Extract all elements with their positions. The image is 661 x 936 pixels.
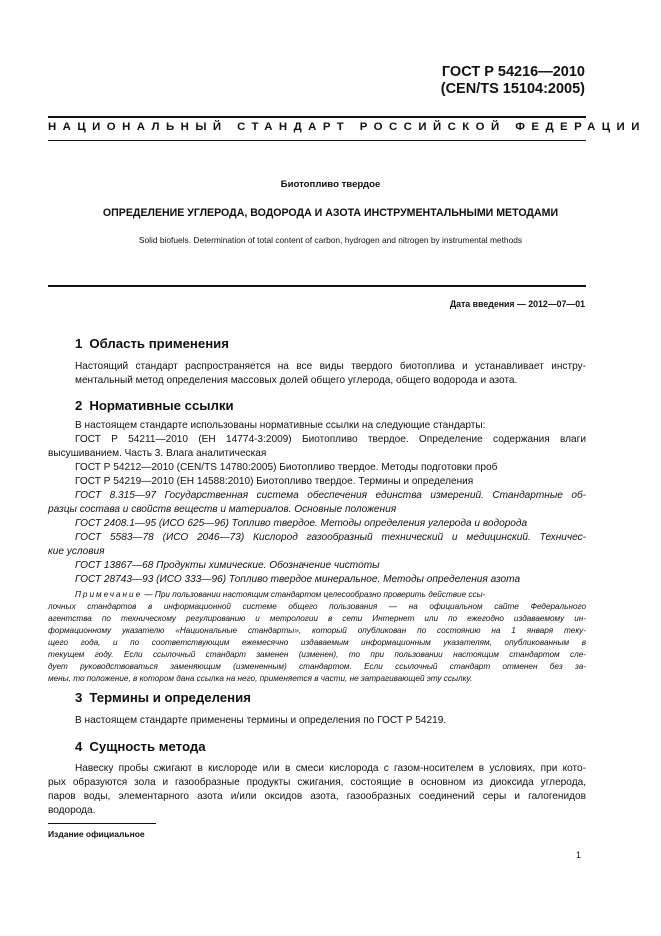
top-rule [48,116,586,118]
paragraph-line: В настоящем стандарте применены термины и определения по ГОСТ Р 54219. [75,715,447,726]
section-number: 2 [75,398,83,413]
reference-line: кие условия [48,546,105,557]
paragraph-line: В настоящем стандарте использованы нормативные ссылки на следующие стандарты: [75,420,486,431]
section-number: 4 [75,739,83,754]
page-number: 1 [575,850,581,860]
footer-rule [48,823,156,824]
section-3-heading [75,690,251,705]
reference-line: ГОСТ 28743—93 (ИСО 333—96) Топливо твердое минеральное. Методы определения азота [75,574,521,585]
note-text: — При пользовании настоящим стандартом целесообразно проверить действие ссы- [142,590,486,599]
title-bottom-rule [48,285,586,287]
official-edition-label: Издание официальное [48,829,145,839]
national-standard-banner: НАЦИОНАЛЬНЫЙ СТАНДАРТ РОССИЙСКОЙ ФЕДЕРАЦИИ [48,121,646,133]
section-title: Область применения [89,336,229,351]
reference-line: высушиванием. Часть 3. Влага аналитическая [48,448,267,459]
note-line: мены, то положение, в котором дана ссылка на него, применяется в части, не затрагивающей эту ссылку. [48,674,473,683]
standard-code [441,64,585,98]
section-2-heading [75,398,234,413]
note-line: текущем году. Если ссылочный стандарт заменен (изменен), то при пользовании настоящим стандартом сле- [48,650,586,659]
reference-line: ГОСТ 5583—78 (ИСО 2046—73) Кислород газообразный технический и медицинский. Техничес- [75,532,586,543]
section-number: 1 [75,336,83,351]
middle-rule [48,140,586,141]
reference-line: ГОСТ 8.315—97 Государственная система обеспечения единства измерений. Стандартные об- [75,490,586,501]
paragraph-line: ментальный метод определения массовых долей общего углерода, общего водорода и азота. [75,375,518,386]
paragraph-line: рых образуются зола и газообразные продукты сжигания, состоящие в основном из диоксида углерода, [48,777,586,788]
reference-line: ГОСТ Р 54211—2010 (ЕН 14774-3:2009) Биотопливо твердое. Определение содержания влаги [75,434,586,445]
paragraph-line: Навеску пробы сжигают в кислороде или в смеси кислорода с газом-носителем в условиях, при кото- [75,763,586,774]
note-label: Примечание [75,590,143,599]
reference-line: ГОСТ 13867—68 Продукты химические. Обозначение чистоты [75,560,380,571]
note-line: щего года, и по соответствующим ежемесячно издаваемым информационным указателям, опубликованным в [48,638,586,647]
reference-line: разцы состава и свойств веществ и материалов. Основные положения [48,504,397,515]
section-title: Термины и определения [89,690,251,705]
paragraph-line: Настоящий стандарт распространяется на все виды твердого биотоплива и устанавливает инстру- [75,361,586,372]
reference-line: ГОСТ Р 54212—2010 (CEN/TS 14780:2005) Биотопливо твердое. Методы подготовки проб [75,462,498,473]
paragraph-line: паров воды, элементарного азота и/или оксидов азота, газообразных соединений серы и галогенидов [48,791,586,802]
introduction-date: Дата введения — 2012—07—01 [449,299,585,309]
section-1-heading [75,336,229,351]
standard-code-line1: ГОСТ Р 54216—2010 [441,64,585,80]
paragraph-line: водорода. [48,805,96,816]
reference-line: ГОСТ Р 54219—2010 (ЕН 14588:2010) Биотопливо твердое. Термины и определения [75,476,474,487]
note-line: дует руководствоваться заменяющим (измененным) стандартом. Если ссылочный стандарт отменен без за- [48,662,586,671]
section-number: 3 [75,690,83,705]
note-line [75,589,485,601]
section-title: Нормативные ссылки [89,398,234,413]
document-title: ОПРЕДЕЛЕНИЕ УГЛЕРОДА, ВОДОРОДА И АЗОТА ИНСТРУМЕНТАЛЬНЫМИ МЕТОДАМИ [102,207,559,219]
section-title: Сущность метода [89,739,206,754]
document-subtitle: Биотопливо твердое [280,179,381,190]
section-4-heading [75,739,206,754]
note-line: лочных стандартов в информационной системе общего пользования — на официальном сайте Федерального [48,602,586,611]
document-title-english: Solid biofuels. Determination of total content of carbon, hydrogen and nitrogen by instrumental methods [138,235,523,245]
note-line: формационному указателю «Национальные стандарты», который опубликован по состоянию на 1 января теку- [48,626,586,635]
note-line: агентства по техническому регулированию и метрологии в сети Интернет или по ежегодно издаваемому ин- [48,614,586,623]
reference-line: ГОСТ 2408.1—95 (ИСО 625—96) Топливо твердое. Методы определения углерода и водорода [75,518,528,529]
standard-code-line2: (CEN/TS 15104:2005) [440,81,585,97]
